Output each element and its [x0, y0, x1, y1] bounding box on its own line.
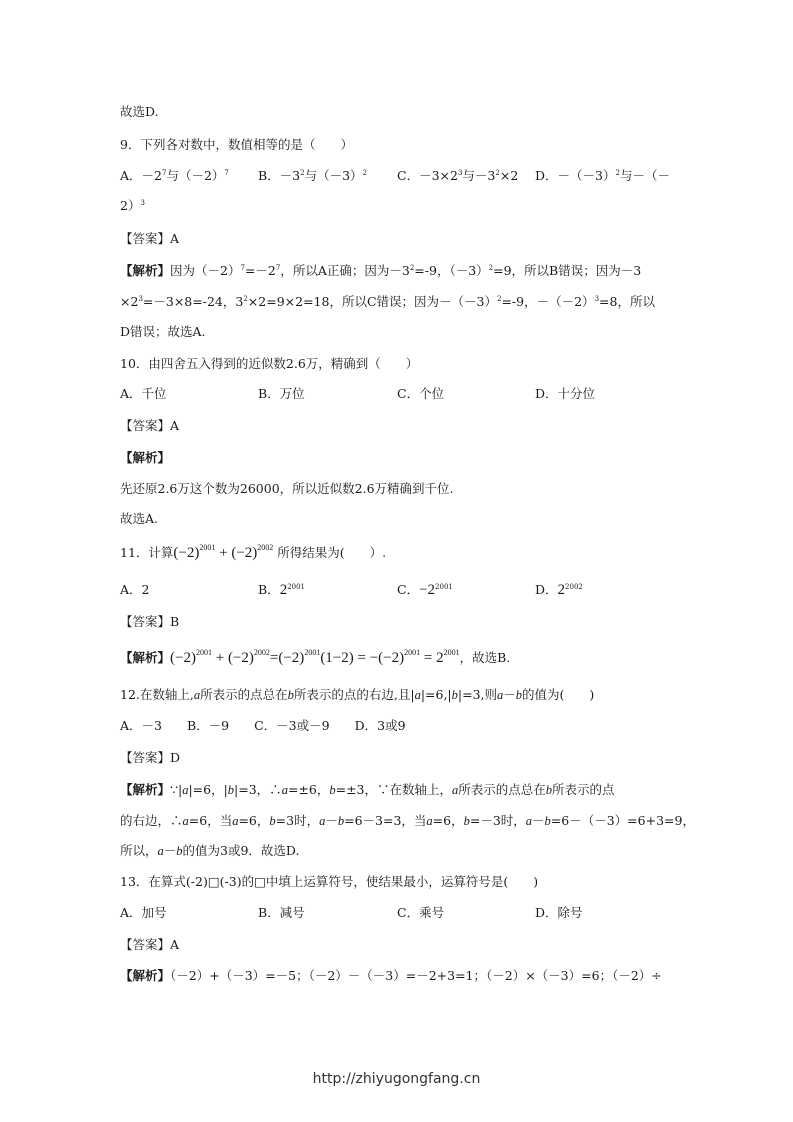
question-10-stem: 10．由四舍五入得到的近似数2.6万，精确到（ ） — [120, 356, 419, 371]
answer: 【答案】A — [120, 418, 180, 433]
option-d: D．$2^{2002}$ — [535, 582, 583, 598]
question-12-options: A．－3 B．－9 C．－3或－9 D．3或9 — [120, 718, 406, 733]
option-c: C．乘号 — [397, 905, 445, 920]
footer-url: http://zhiyugongfang.cn — [312, 1071, 481, 1087]
explanation-line-2: 的右边，∴a=6，当a=6，b=3时，a－b=6－3=3，当a=6，b=－3时，a－b=6－（－3）=6+3=9， — [120, 813, 695, 828]
question-12-stem: 12.在数轴上,a所表示的点总在b所表示的点的右边,且|a|=6,|b|=3,则a－b的值为( ) — [120, 687, 595, 702]
math-expression: $(-2)^{2001} + (-2)^{2002}=(-2)^{2001}(1-2) = -(-2)^{2001} = 2^{2001}$ — [170, 648, 460, 666]
answer: 【答案】A — [120, 937, 180, 952]
explanation: 【解析】因为$(-2)^7=-2^7$，所以A正确；因为$-3^2=-9$，$(-3)^2=9$，所以B错误；因为－3 — [120, 263, 642, 278]
option-b: B．减号 — [258, 905, 305, 920]
explanation-line-1: 先还原2.6万这个数为26000，所以近似数2.6万精确到千位. — [120, 481, 454, 496]
option-a: A．千位 — [120, 386, 167, 401]
question-9-stem: 9．下列各对数中，数值相等的是（ ） — [120, 137, 353, 152]
option-d-continued: 2）$^3$ — [120, 198, 145, 213]
option-a: A．$-2^7$与$(-2)^7$ — [120, 168, 229, 183]
option-c: C．$-2^{2001}$ — [397, 582, 453, 598]
question-13-stem: 13．在算式(-2)□(-3)的□中填上运算符号，使结果最小，运算符号是( ) — [120, 874, 539, 889]
option-d: D．除号 — [535, 905, 583, 920]
option-d: D．十分位 — [535, 386, 596, 401]
text-line: 故选D. — [120, 104, 159, 119]
option-d: D．$-(-3)^2$与－（－ — [535, 168, 670, 183]
option-a: A．2 — [120, 582, 150, 597]
question-11-stem: 11．计算$(-2)^{2001} + (-2)^{2002}$ 所得结果为( ）. — [120, 543, 387, 561]
explanation: 【解析】∵|a|=6，|b|=3，∴a=±6，b=±3，∵在数轴上，a所表示的点总在b所表示的点 — [120, 782, 615, 797]
answer: 【答案】B — [120, 614, 180, 629]
explanation: 【解析】$(-2)^{2001} + (-2)^{2002}=(-2)^{2001}(1-2) = -(-2)^{2001} = 2^{2001}$，故选B. — [120, 648, 511, 666]
explanation-line-3: 所以，a－b的值为3或9．故选D. — [120, 843, 300, 858]
explanation-line-2: $\times 2^3=-3\times 8=-24$，$3^2\times 2=9\times 2=18$，所以C错误；因为$-(-3)^2=-9$，$-(-2)^3=8$，所以 — [120, 294, 655, 309]
option-b: B．万位 — [258, 386, 305, 401]
explanation-line-2: 故选A. — [120, 511, 159, 526]
option-a: A．加号 — [120, 905, 167, 920]
answer: 【答案】D — [120, 750, 181, 765]
option-b: B．$2^{2001}$ — [258, 582, 306, 598]
option-b: B．$-3^2$与$(-3)^2$ — [258, 168, 368, 183]
answer: 【答案】A — [120, 231, 180, 246]
option-c: C．个位 — [397, 386, 445, 401]
option-c: C．$-3\times 2^3$与$-3^2\times 2$ — [397, 168, 519, 183]
explanation-line-3: D错误；故选A. — [120, 324, 206, 339]
explanation-label: 【解析】 — [120, 450, 171, 465]
explanation: 【解析】（－2）+（－3）=－5；（－2）－（－3）=－2+3=1；（－2）×（－3）=6；（－2）÷ — [120, 968, 662, 983]
math-expression: $(-2)^{2001} + (-2)^{2002}$ — [173, 543, 274, 561]
